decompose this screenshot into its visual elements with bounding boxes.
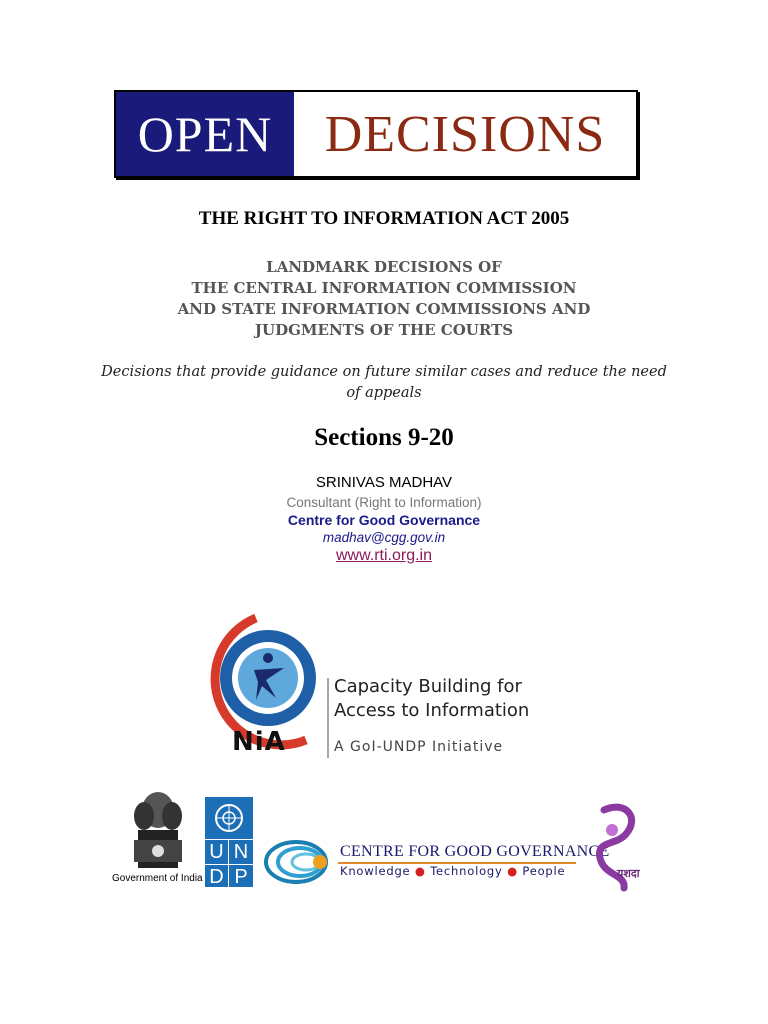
bullet-icon: ●: [414, 864, 431, 878]
undp-letter: D: [205, 864, 229, 889]
cgg-swirl-icon: [262, 838, 342, 886]
tagline: Decisions that provide guidance on future similar cases and reduce the need of appeals: [101, 364, 667, 401]
goi-label: Government of India: [112, 873, 203, 884]
cgg-tag-word: People: [522, 864, 566, 878]
landmark-line: THE CENTRAL INFORMATION COMMISSION: [191, 279, 577, 297]
undp-letter: U: [205, 839, 229, 864]
author-organization: Centre for Good Governance: [287, 512, 481, 528]
un-globe-icon: [205, 797, 253, 839]
nia-line-1: Capacity Building for: [334, 676, 522, 697]
cgg-name: CENTRE FOR GOOD GOVERNANCE: [340, 843, 610, 860]
author-role: Consultant (Right to Information): [286, 495, 482, 510]
author-email-link[interactable]: madhav@cgg.gov.in: [322, 530, 446, 545]
website-link[interactable]: www.rti.org.in: [335, 547, 433, 564]
author-name: SRINIVAS MADHAV: [315, 474, 453, 491]
cgg-tagline: [340, 864, 565, 878]
nia-mark: NiA: [232, 727, 286, 757]
landmark-line: AND STATE INFORMATION COMMISSIONS AND: [177, 300, 591, 318]
landmark-line: LANDMARK DECISIONS OF: [266, 258, 502, 276]
bullet-icon: ●: [507, 864, 523, 878]
landmark-line: JUDGMENTS OF THE COURTS: [254, 321, 514, 339]
banner-open-word: OPEN: [116, 92, 294, 176]
undp-logo: [205, 797, 253, 887]
nia-line-3: A GoI-UNDP Initiative: [334, 739, 504, 755]
cgg-tag-word: Technology: [430, 864, 503, 878]
landmark-heading: [0, 257, 768, 341]
undp-letter: P: [229, 864, 253, 889]
yashada-label: यशदा: [617, 867, 640, 880]
sections-heading: Sections 9-20: [314, 424, 454, 451]
undp-letter: N: [229, 839, 253, 864]
act-title: THE RIGHT TO INFORMATION ACT 2005: [198, 208, 570, 229]
cgg-tag-word: Knowledge: [340, 864, 411, 878]
title-banner: [114, 90, 638, 178]
banner-decisions-word: DECISIONS: [324, 105, 606, 163]
nia-line-2: Access to Information: [334, 700, 530, 721]
